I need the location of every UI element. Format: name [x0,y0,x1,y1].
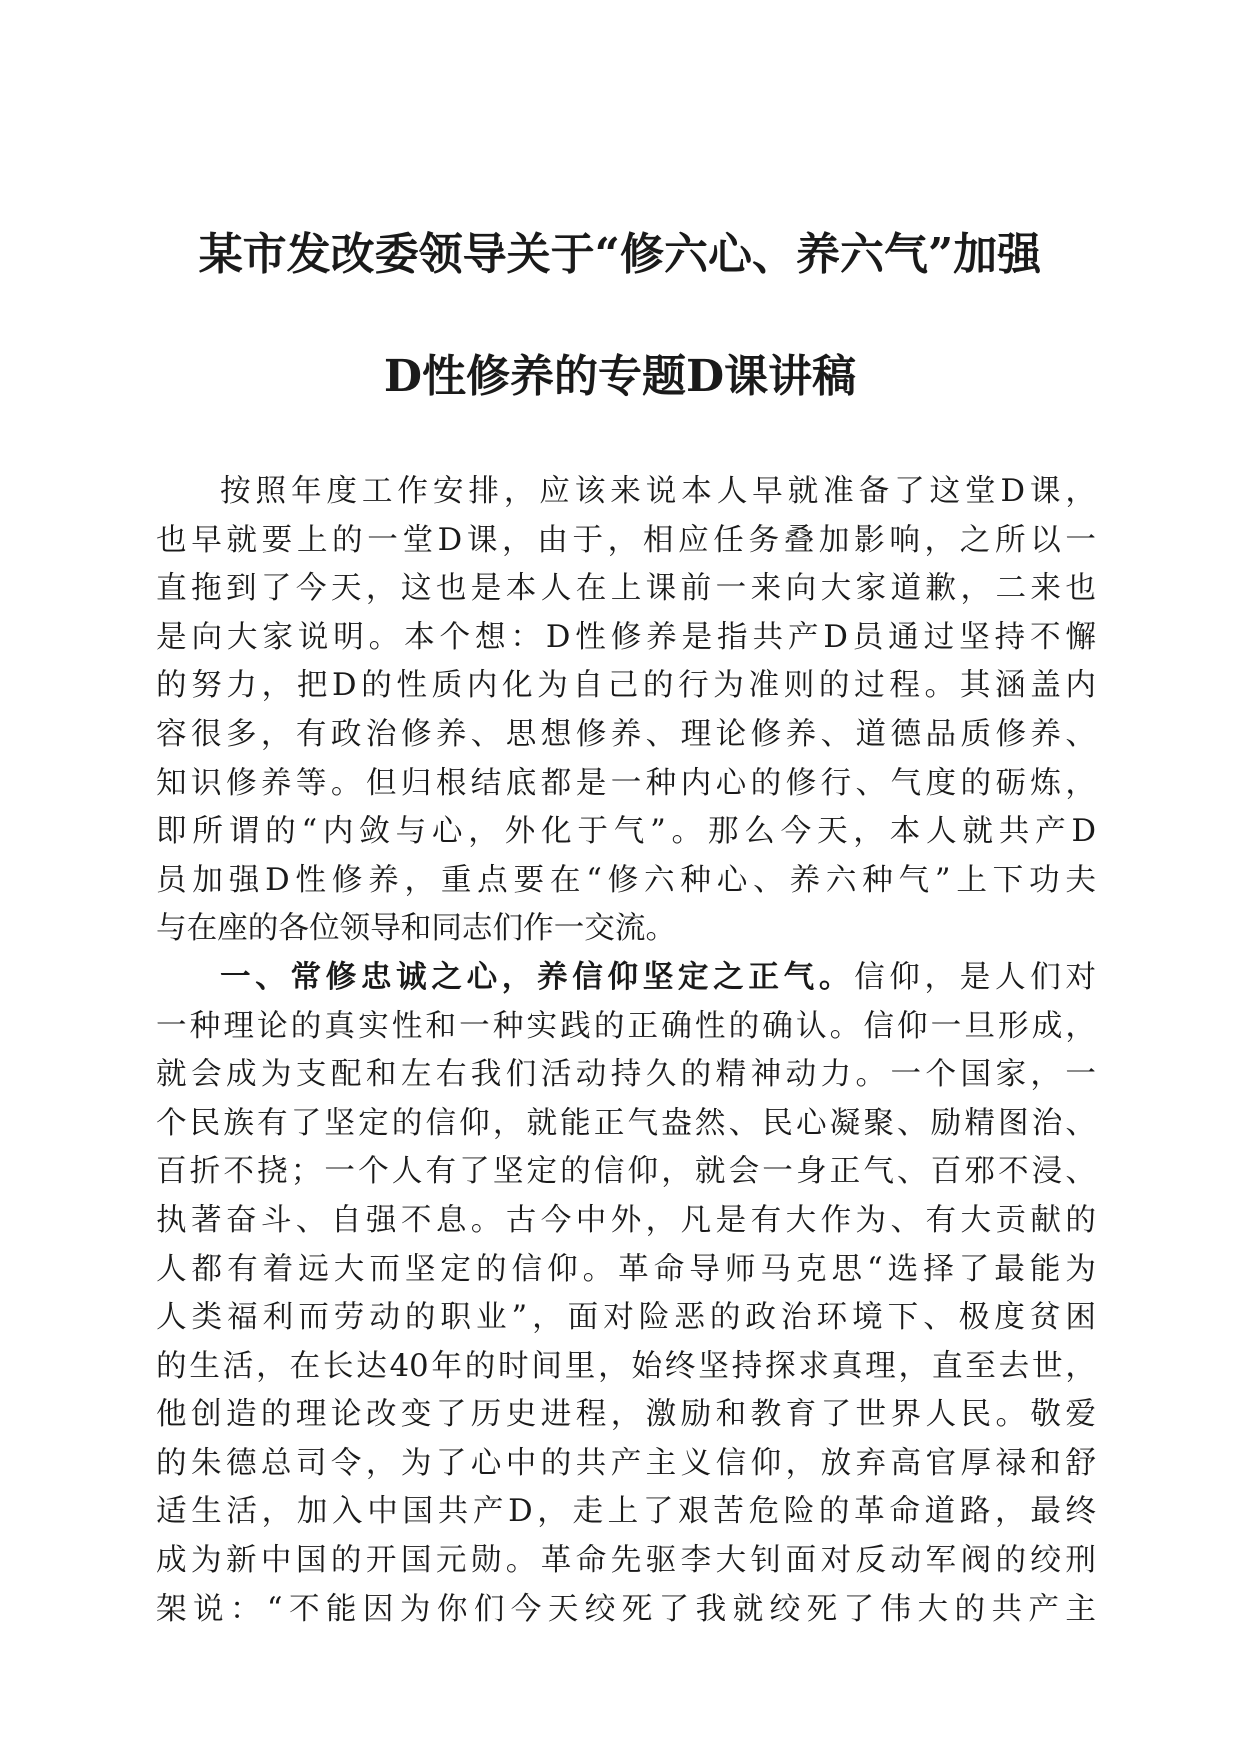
text-line: 他创造的理论改变了历史进程，激励和教育了世界人民。敬爱 [156,1397,1096,1433]
text-line: 直拖到了今天，这也是本人在上课前一来向大家道歉，二来也 [156,571,1096,607]
text-line: 执著奋斗、自强不息。古今中外，凡是有大作为、有大贡献的 [156,1202,1096,1238]
text-line: 百折不挠；一个人有了坚定的信仰，就会一身正气、百邪不浸、 [156,1154,1096,1190]
section-1-heading: 一、常修忠诚之心，养信仰坚定之正气。 [220,959,855,995]
text-line: 员加强D性修养，重点要在“修六种心、养六种气”上下功夫 [156,862,1096,898]
document-body [156,468,1096,1634]
text-line: 容很多，有政治修养、思想修养、理论修养、道德品质修养、 [156,716,1096,752]
text-line: 的朱德总司令，为了心中的共产主义信仰，放弃高官厚禄和舒 [156,1445,1096,1481]
text-line: 就会成为支配和左右我们活动持久的精神动力。一个国家，一 [156,1057,1096,1093]
text-line: 成为新中国的开国元勋。革命先驱李大钊面对反动军阀的绞刑 [156,1543,1096,1579]
text-line: 的努力，把D的性质内化为自己的行为准则的过程。其涵盖内 [156,668,1096,704]
text-line: 也早就要上的一堂D课，由于，相应任务叠加影响，之所以一 [156,522,1096,558]
section-1 [156,954,1096,1634]
text-line: 适生活，加入中国共产D，走上了艰苦危险的革命道路，最终 [156,1494,1096,1530]
text-line: 是向大家说明。本个想：D性修养是指共产D员通过坚持不懈 [156,619,1096,655]
text-line: 个民族有了坚定的信仰，就能正气盎然、民心凝聚、励精图治、 [156,1105,1096,1141]
text-line: 架说：“不能因为你们今天绞死了我就绞死了伟大的共产主 [156,1591,1096,1627]
section-1-first-line-text: 信仰，是人们对 [854,959,1097,995]
text-line: 人都有着远大而坚定的信仰。革命导师马克思“选择了最能为 [156,1251,1096,1287]
text-line: 人类福利而劳动的职业”，面对险恶的政治环境下、极度贫困 [156,1300,1096,1336]
section-1-first-line [156,954,1096,1003]
text-line: 即所谓的“内敛与心，外化于气”。那么今天，本人就共产D [156,814,1096,850]
text-line: 一种理论的真实性和一种实践的正确性的确认。信仰一旦形成， [156,1008,1096,1044]
text-line: 与在座的各位领导和同志们作一交流。 [156,911,677,947]
text-line: 按照年度工作安排，应该来说本人早就准备了这堂D课， [220,474,1096,509]
text-line: 知识修养等。但归根结底都是一种内心的修行、气度的砺炼， [156,765,1096,801]
document-title-line-1: 某市发改委领导关于“修六心、养六气”加强 [198,229,1042,280]
text-line: 的生活，在长达40年的时间里，始终坚持探求真理，直至去世， [156,1348,1096,1384]
document-title-line-2: D性修养的专题D课讲稿 [383,351,857,402]
paragraph-intro [156,468,1096,954]
